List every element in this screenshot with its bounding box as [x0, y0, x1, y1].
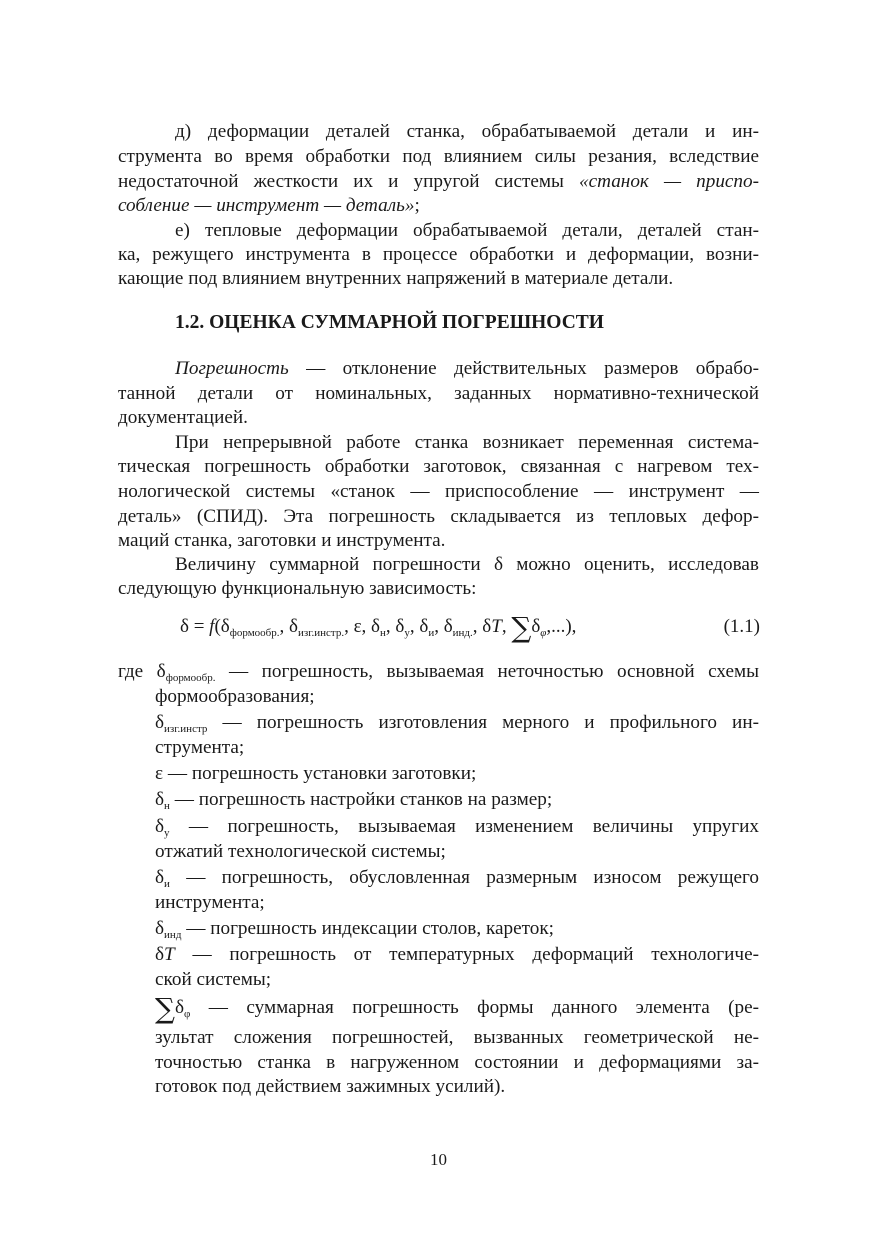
paragraph-2-line-2: тическая погрешность обработки заготовок, связанная с нагревом тех-: [118, 456, 759, 477]
paragraph-2-line-1: При непрерывной работе станка возникает переменная система-: [175, 432, 759, 453]
definition-i-cont: инструмента;: [155, 892, 265, 913]
definition-dT-cont: ской системы;: [155, 969, 272, 990]
paragraph-d-line-1: д) деформации деталей станка, обрабатываемой детали и ин-: [175, 121, 759, 142]
sum-icon: ∑: [155, 992, 175, 1025]
paragraph-e-line-3: кающие под влиянием внутренних напряжений в материале детали.: [118, 268, 674, 289]
definition-formoobr: где $\delta_{формообр.}$ — погрешность, вызываемая неточностью основной схемы: [118, 661, 759, 684]
page-number: 10: [430, 1150, 447, 1169]
definition-dT: δT — погрешность от температурных деформаций технологиче-: [155, 944, 759, 965]
definition-formoobr-cont: формообразования;: [155, 686, 315, 707]
section-heading: 1.2. ОЦЕНКА СУММАРНОЙ ПОГРЕШНОСТИ: [175, 312, 604, 333]
paragraph-2-line-3: нологической системы «станок — приспособление — инструмент —: [118, 481, 759, 502]
paragraph-1-line-3: документацией.: [118, 407, 248, 428]
definition-i: $\delta_и$ — погрешность, обусловленная размерным износом режущего: [155, 867, 759, 890]
paragraph-1-line-2: танной детали от номинальных, заданных нормативно-технической: [118, 383, 759, 404]
paragraph-e-line-2: ка, режущего инструмента в процессе обработки и деформации, возни-: [118, 244, 759, 265]
definition-u-cont: отжатий технологической системы;: [155, 841, 446, 862]
definition-sum-phi: $\sum\delta_\varphi$ — суммарная погрешность формы данного элемента (ре-: [155, 992, 759, 1025]
definition-sum-phi-cont-2: точностью станка в нагруженном состоянии и деформациями за-: [155, 1052, 759, 1073]
paragraph-3-line-2: следующую функциональную зависимость:: [118, 578, 477, 599]
definition-izg-instr-cont: струмента;: [155, 737, 245, 758]
definition-sum-phi-cont-1: зультат сложения погрешностей, вызванных геометрической не-: [155, 1027, 759, 1048]
definition-ind: $\delta_{инд}$ — погрешность индексации столов, кареток;: [155, 918, 554, 941]
definition-izg-instr: $\delta_{изг.инстр}$ — погрешность изготовления мерного и профильного ин-: [155, 712, 759, 735]
paragraph-2-line-4: деталь» (СПИД). Эта погрешность складывается из тепловых дефор-: [118, 506, 759, 527]
paragraph-e-line-1: е) тепловые деформации обрабатываемой детали, деталей стан-: [175, 220, 759, 241]
paragraph-d-line-3: недостаточной жесткости их и упругой системы «станок — приспо-: [118, 171, 760, 192]
paragraph-2-line-5: маций станка, заготовки и инструмента.: [118, 530, 446, 551]
definition-epsilon: ε — погрешность установки заготовки;: [155, 763, 477, 784]
sum-icon: ∑: [511, 611, 532, 644]
paragraph-3-line-1: Величину суммарной погрешности δ можно оценить, исследовав: [175, 554, 759, 575]
definition-n: $\delta_н$ — погрешность настройки станков на размер;: [155, 789, 553, 812]
formula-1-1: $\delta = f(\delta_{формообр.}$, $\delta_{изг.инстр.}$, ε, $\delta_н$, $\delta_у$, $\delta_и$, $\delta_{инд.}$, δT, $\sum\delta_\varphi$,...), (1.1): [180, 611, 760, 644]
formula-number: (1.1): [723, 616, 760, 637]
paragraph-1-line-1: Погрешность — отклонение действительных размеров обрабо-: [175, 358, 759, 379]
paragraph-d-line-4: собление — инструмент — деталь»;: [118, 195, 420, 216]
definition-sum-phi-cont-3: готовок под действием зажимных усилий).: [155, 1076, 506, 1097]
definition-u: $\delta_у$ — погрешность, вызываемая изменением величины упругих: [155, 816, 759, 839]
paragraph-d-line-2: струмента во время обработки под влиянием силы резания, вследствие: [118, 146, 759, 167]
